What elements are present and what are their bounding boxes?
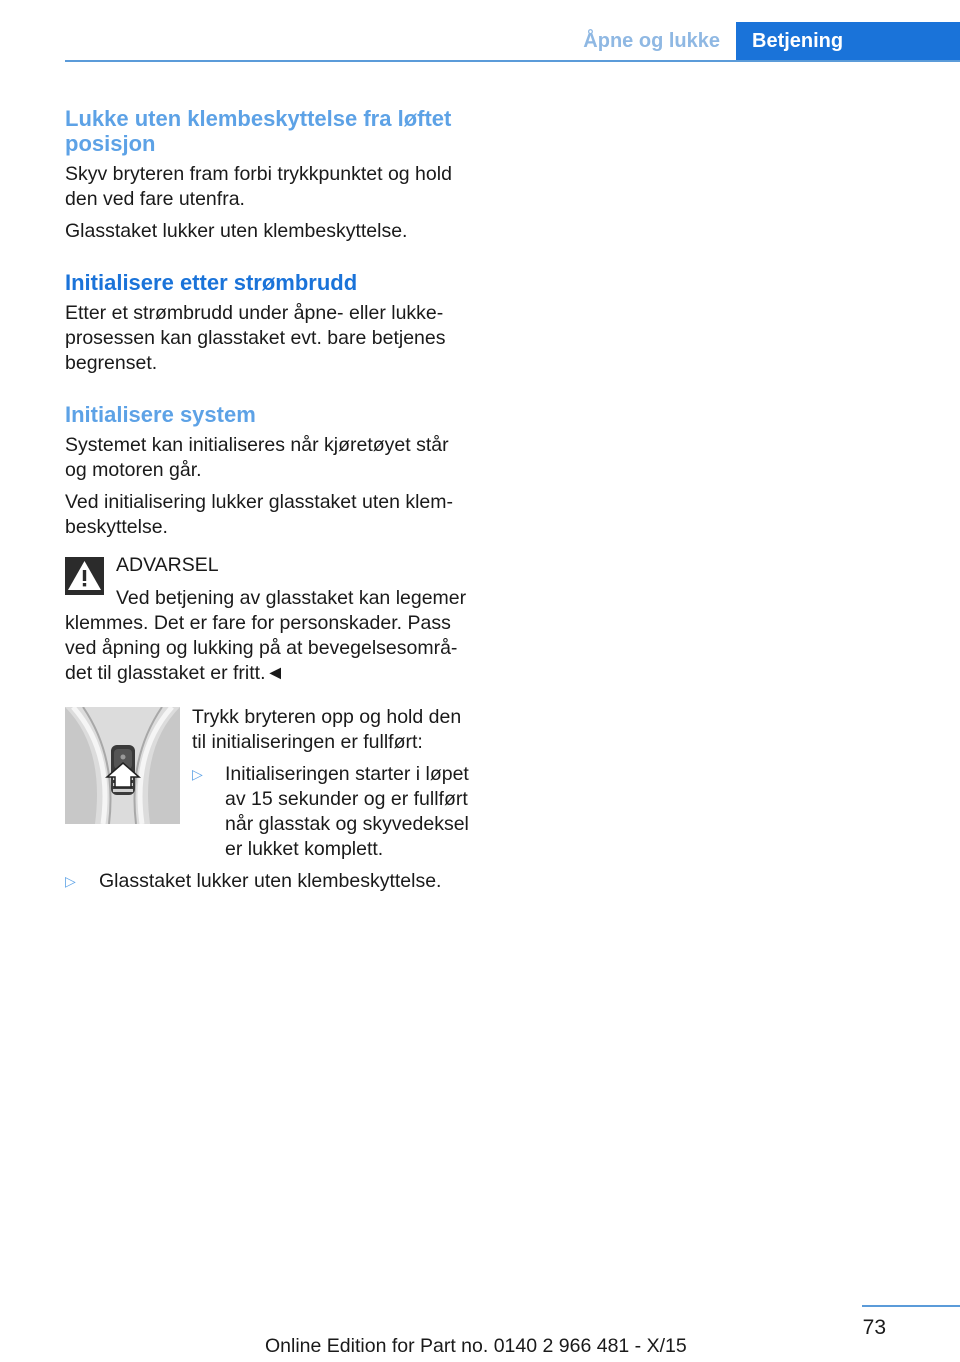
text-line: Systemet kan initialiseres når kjøretøyet står: [65, 434, 449, 456]
text-line: ved åpning og lukking på at bevegelsesområ-: [65, 637, 458, 659]
text-line: beskyttelse.: [65, 516, 168, 538]
roof-switch-illustration: [65, 707, 180, 824]
footer-edition: Online Edition for Part no. 0140 2 966 481 - X/15: [265, 1335, 687, 1357]
text-line: klemmes. Det er fare for personskader. Pass: [65, 612, 451, 634]
paragraph-trykk-bryteren: [192, 705, 477, 755]
text-line: Ved initialisering lukker glasstaket uten klem-: [65, 491, 454, 513]
header-section-title: Åpne og lukke: [583, 30, 720, 52]
bullet-glasstaket-lukker: Glasstaket lukker uten klembeskyttelse.: [99, 870, 442, 892]
warning-title: ADVARSEL: [116, 554, 219, 576]
text-line: er lukket komplett.: [225, 838, 384, 860]
text-line: og motoren går.: [65, 459, 202, 481]
text-line: Trykk bryteren opp og hold den: [192, 706, 462, 728]
text-line: Skyv bryteren fram forbi trykkpunktet og hold: [65, 163, 452, 185]
text-line: prosessen kan glasstaket evt. bare betjenes: [65, 327, 446, 349]
paragraph-skyv-bryteren: [65, 162, 475, 212]
text-line: det til glasstaket er fritt.◄: [65, 662, 285, 684]
heading-line: posisjon: [65, 131, 156, 156]
text-line: den ved fare utenfra.: [65, 188, 245, 210]
text-line: Etter et strømbrudd under åpne- eller lukke-: [65, 302, 444, 324]
heading-initialisere-etter-stromsbrudd: Initialisere etter strømbrudd: [65, 270, 358, 295]
text-line: Ved betjening av glasstaket kan legemer: [116, 587, 467, 609]
heading-lukke-uten-klembeskyttelse: [65, 106, 451, 156]
text-line: når glasstak og skyvedeksel: [225, 813, 469, 835]
paragraph-glasstaket-lukker: Glasstaket lukker uten klembeskyttelse.: [65, 220, 408, 242]
bullet-triangle-icon: ▷: [192, 766, 203, 782]
page-number: 73: [862, 1316, 886, 1339]
heading-line: Lukke uten klembeskyttelse fra løftet: [65, 106, 452, 131]
text-line: Initialiseringen starter i løpet: [225, 763, 469, 785]
warning-text: [65, 586, 475, 686]
header-chapter-tab: Betjening: [736, 22, 960, 62]
paragraph-ved-initialisering: [65, 490, 475, 540]
text-line: til initialiseringen er fullført:: [192, 731, 423, 753]
heading-initialisere-system: Initialisere system: [65, 402, 256, 427]
footer-rule: [862, 1305, 960, 1307]
bullet-triangle-icon: ▷: [65, 873, 76, 889]
text-line: begrenset.: [65, 352, 158, 374]
paragraph-systemet-kan: [65, 433, 475, 483]
paragraph-etter-et-stromsbrudd: [65, 301, 475, 376]
header-rule: [65, 60, 960, 62]
bullet-initialiseringen-starter: [225, 762, 480, 862]
text-line: av 15 sekunder og er fullført: [225, 788, 468, 810]
